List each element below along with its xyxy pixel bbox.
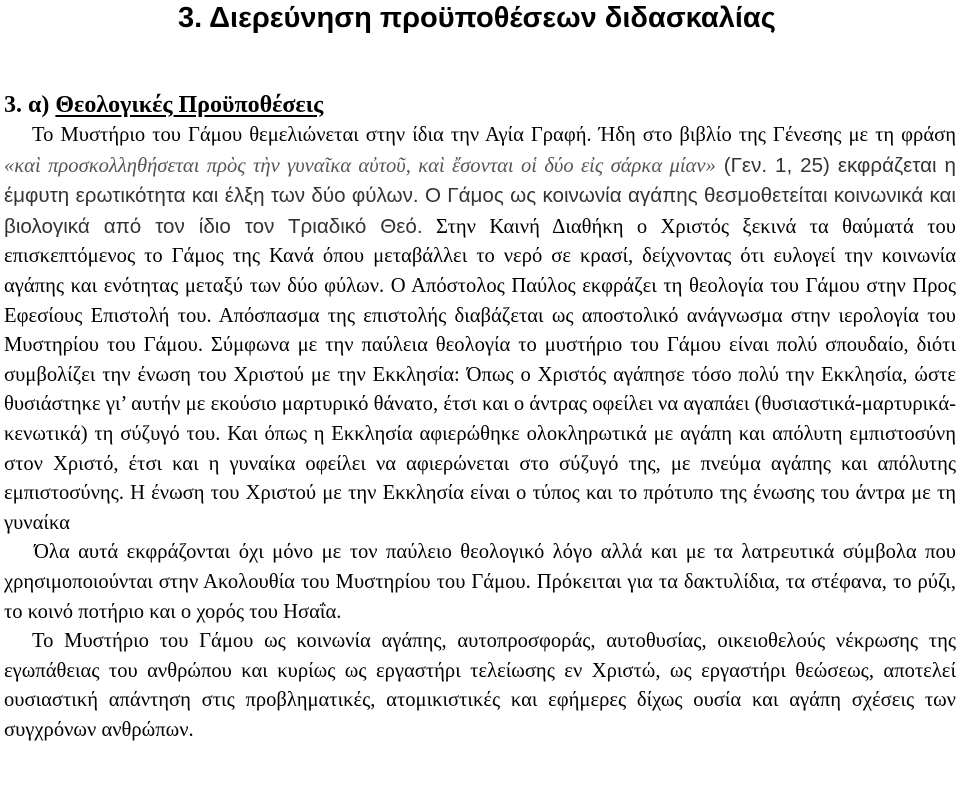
section-heading — [4, 91, 956, 120]
paragraph-1 — [4, 121, 956, 538]
paragraph-2: Όλα αυτά εκφράζονται όχι μόνο με τον παύλειο θεολογικό λόγο αλλά και με τα λατρευτικά σύμβολα που χρησιμοποιούνται στην Ακολουθία του Μυστηρίου του Γάμου. Πρόκειται για τα δακτυλίδια, τα στέφανα, το ρύζι, το κοινό ποτήριο και ο χορός του Ησαΐα. — [4, 541, 956, 623]
section-number: 3. α) — [4, 92, 50, 118]
section-title: Θεολογικές Προϋποθέσεις — [55, 92, 324, 118]
paragraph-1-reference: (Γεν. 1, 25) εκφράζεται η έμφυτη ερωτικότητα και έλξη των δύο φύλων. Ο Γάμος ως κοινωνία αγάπης θεσμοθετείται κοινωνικά και βιολογικά από τον ίδιο τον Τριαδικό Θεό. — [4, 153, 956, 238]
chapter-title: 3. Διερεύνηση προϋποθέσεων διδασκαλίας — [178, 2, 776, 34]
paragraph-3: Το Μυστήριο του Γάμου ως κοινωνία αγάπης, αυτοπροσφοράς, αυτοθυσίας, οικειοθελούς νέκρωσης της εγωπάθειας του ανθρώπου και κυρίως ως εργαστήρι τελείωσης εν Χριστώ, ως εργαστήρι θεώσεως, αποτελεί ουσιαστική απάντηση στις προβληματικές, ατομικιστικές και εφήμερες δίχως ουσία και αγάπη σχέσεις των συγχρόνων ανθρώπων. — [4, 630, 956, 741]
paragraph-1-body: Στην Καινή Διαθήκη ο Χριστός ξεκινά τα θαύματά του επισκεπτόμενος το Γάμος της Κανά όπου μεταβάλλει το νερό σε κρασί, δείχνοντας ότι ευλογεί την κοινωνία αγάπης και ενότητας μεταξύ των δύο φύλων. Ο Απόστολος Παύλος εκφράζει τη θεολογία του Γάμου στην Προς Εφεσίους Επιστολή του. Απόσπασμα της επιστολής διαβάζεται ως αποστολικό ανάγνωσμα στην ιερολογία του Μυστηρίου του Γάμου. Σύμφωνα με την παύλεια θεολογία το μυστήριο του Γάμου είναι πολύ σπουδαίο, διότι συμβολίζει την ένωση του Χριστού με την Εκκλησία: Όπως ο Χριστός αγάπησε τόσο πολύ την Εκκλησία, ώστε θυσιάστηκε γι’ αυτήν με εκούσιο μαρτυρικό θάνατο, έτσι και ο άντρας οφείλει να αγαπάει (θυσιαστικά-μαρτυρικά-κενωτικά) τη σύζυγό του. Και όπως η Εκκλησία αφιερώθηκε ολοκληρωτικά με αγάπη και απόλυτη εμπιστοσύνη στον Χριστό, έτσι και η γυναίκα οφείλει να αφιερώνεται στο σύζυγό της, με πνεύμα αγάπης και απόλυτης εμπιστοσύνης. Η ένωση του Χριστού με την Εκκλησία είναι ο τύπος και το πρότυπο της ένωσης του άντρα με τη γυναίκα — [4, 215, 956, 534]
paragraph-1-intro: Το Μυστήριο του Γάμου θεμελιώνεται στην ίδια την Αγία Γραφή. Ήδη στο βιβλίο της Γένεσης με τη φράση — [32, 124, 956, 146]
scripture-quote: «καὶ προσκολληθήσεται πρὸς τὴν γυναῖκα αὐτοῦ, καὶ ἔσονται οἱ δύο εἰς σάρκα μίαν» — [4, 154, 716, 177]
